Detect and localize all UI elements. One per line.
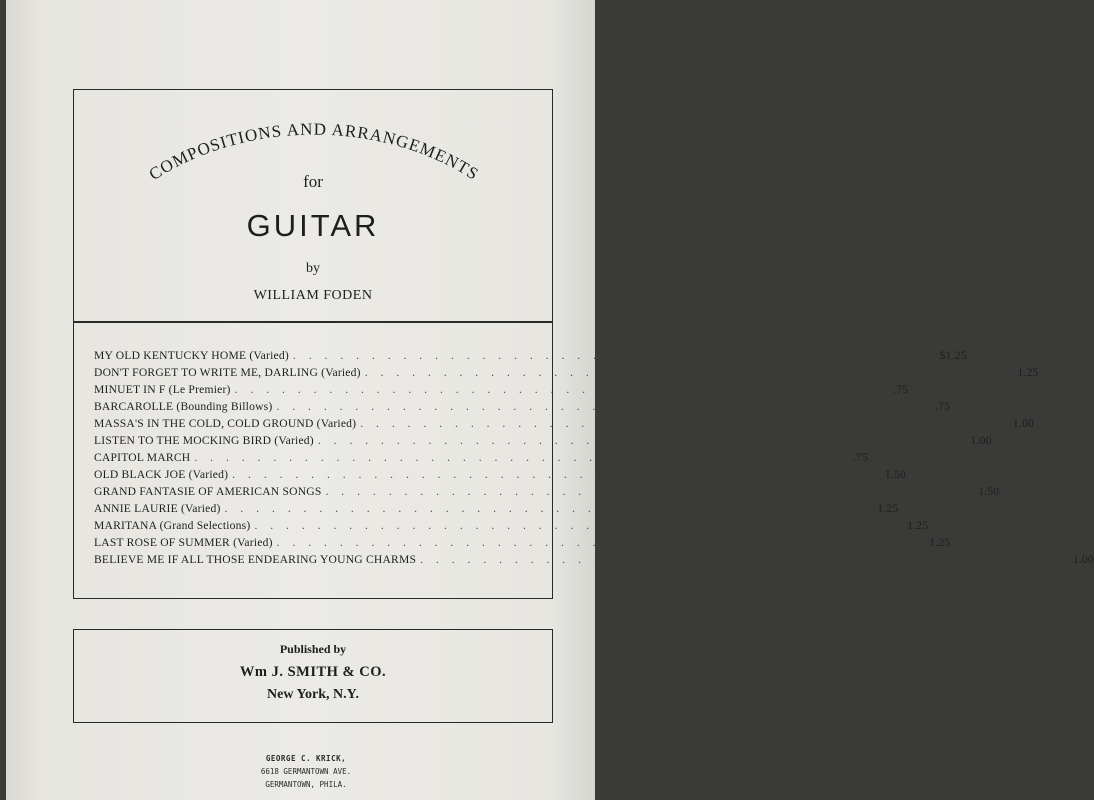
piece-title: MY OLD KENTUCKY HOME (Varied) bbox=[94, 349, 289, 362]
dot-leader: . . . . . . . . . . . . . . . . . . . . . . . . . . . . . . . . . . . . . . . . . bbox=[234, 383, 875, 396]
piece-price: .75 bbox=[893, 383, 909, 396]
piece-row bbox=[94, 349, 967, 366]
stamp-line-1: GEORGE C. KRICK, bbox=[265, 754, 347, 763]
piece-title: BARCAROLLE (Bounding Billows) bbox=[94, 400, 273, 413]
dealer-stamp bbox=[226, 752, 386, 791]
piece-title: BELIEVE ME IF ALL THOSE ENDEARING YOUNG CHARMS bbox=[94, 553, 417, 566]
piece-row bbox=[94, 485, 1000, 502]
piece-price: 1.25 bbox=[929, 536, 951, 549]
dot-leader: . . . . . . . . . . . . . . . . . . . . . . . . . . . . . . . . . . . . . . . . . bbox=[325, 485, 966, 498]
piece-price: 1.50 bbox=[884, 468, 906, 481]
by-label: by bbox=[306, 261, 320, 276]
published-by-label: Published by bbox=[279, 642, 347, 656]
piece-row bbox=[94, 417, 1035, 434]
piece-price: $1.25 bbox=[939, 349, 967, 362]
piece-row bbox=[94, 553, 1094, 570]
sheet-music-cover bbox=[6, 0, 1094, 800]
piece-title: ANNIE LAURIE (Varied) bbox=[94, 502, 221, 515]
dot-leader: . . . . . . . . . . . . . . . . . . . . . . . . . . . . . . . . . . . . . . . . . bbox=[276, 536, 917, 549]
piece-row bbox=[94, 502, 899, 519]
piece-title: MASSA'S IN THE COLD, COLD GROUND (Varied) bbox=[94, 417, 357, 430]
author-name: WILLIAM FODEN bbox=[253, 288, 373, 303]
dot-leader: . . . . . . . . . . . . . . . . . . . . . . . . . . . . . . . . . . . . . . . . . bbox=[224, 502, 865, 515]
piece-row bbox=[94, 366, 1039, 383]
dot-leader: . . . . . . . . . . . . . . . . . . . . . . . . . . . . . . . . . . . . . . . . . bbox=[317, 434, 958, 447]
piece-price: 1.00 bbox=[970, 434, 992, 447]
piece-price: 1.25 bbox=[907, 519, 929, 532]
instrument-title: GUITAR bbox=[246, 208, 380, 243]
piece-row bbox=[94, 400, 951, 417]
piece-row bbox=[94, 468, 906, 485]
dot-leader: . . . . . . . . . . . . . . . . . . . . . . . . . . . . . . . . . . . . . . . . . bbox=[420, 553, 1060, 566]
piece-price: 1.00 bbox=[1012, 417, 1035, 430]
stamp-line-2: 6618 GERMANTOWN AVE. bbox=[260, 767, 352, 776]
pieces-list bbox=[94, 349, 1094, 570]
piece-row bbox=[94, 434, 992, 451]
piece-price: 1.25 bbox=[877, 502, 899, 515]
piece-price: .75 bbox=[935, 400, 951, 413]
dot-leader: . . . . . . . . . . . . . . . . . . . . . . . . . . . . . . . . . . . . . . . . . bbox=[360, 417, 1001, 430]
piece-price: .75 bbox=[853, 451, 869, 464]
piece-price: 1.50 bbox=[978, 485, 1000, 498]
piece-price: 1.00 bbox=[1072, 553, 1094, 566]
piece-title: LAST ROSE OF SUMMER (Varied) bbox=[94, 536, 273, 549]
publisher-name: Wm J. SMITH & CO. bbox=[239, 664, 387, 680]
piece-row bbox=[94, 519, 929, 536]
arc-title: COMPOSITIONS AND ARRANGEMENTS bbox=[145, 119, 483, 185]
piece-row bbox=[94, 383, 909, 400]
piece-title: GRAND FANTASIE OF AMERICAN SONGS bbox=[94, 485, 322, 498]
piece-title: MARITANA (Grand Selections) bbox=[94, 519, 251, 532]
dot-leader: . . . . . . . . . . . . . . . . . . . . . . . . . . . . . . . . . . . . . . . . . bbox=[276, 400, 917, 413]
piece-title: OLD BLACK JOE (Varied) bbox=[94, 468, 229, 481]
for-label: for bbox=[303, 172, 323, 191]
piece-title: DON'T FORGET TO WRITE ME, DARLING (Varied) bbox=[94, 366, 361, 379]
publisher-box bbox=[73, 629, 553, 723]
dot-leader: . . . . . . . . . . . . . . . . . . . . . . . . . . . . . . . . . . . . . . . . . bbox=[364, 366, 1005, 379]
dot-leader: . . . . . . . . . . . . . . . . . . . . . . . . . . . . . . . . . . . . . . . . . bbox=[292, 349, 933, 362]
publisher-city: New York, N.Y. bbox=[267, 687, 359, 702]
piece-title: CAPITOL MARCH bbox=[94, 451, 191, 464]
dot-leader: . . . . . . . . . . . . . . . . . . . . . . . . . . . . . . . . . . . . . . . . . bbox=[232, 468, 872, 481]
piece-row bbox=[94, 536, 951, 553]
pieces-box bbox=[73, 321, 1094, 599]
stamp-line-3: GERMANTOWN, PHILA. bbox=[265, 780, 347, 789]
piece-title: MINUET IN F (Le Premier) bbox=[94, 383, 231, 396]
piece-price: 1.25 bbox=[1017, 366, 1039, 379]
piece-title: LISTEN TO THE MOCKING BIRD (Varied) bbox=[94, 434, 314, 447]
piece-row bbox=[94, 451, 869, 468]
dot-leader: . . . . . . . . . . . . . . . . . . . . . . . . . . . . . . . . . . . . . . . . . bbox=[194, 451, 835, 464]
title-box bbox=[73, 89, 553, 323]
dot-leader: . . . . . . . . . . . . . . . . . . . . . . . . . . . . . . . . . . . . . . . . . bbox=[254, 519, 895, 532]
